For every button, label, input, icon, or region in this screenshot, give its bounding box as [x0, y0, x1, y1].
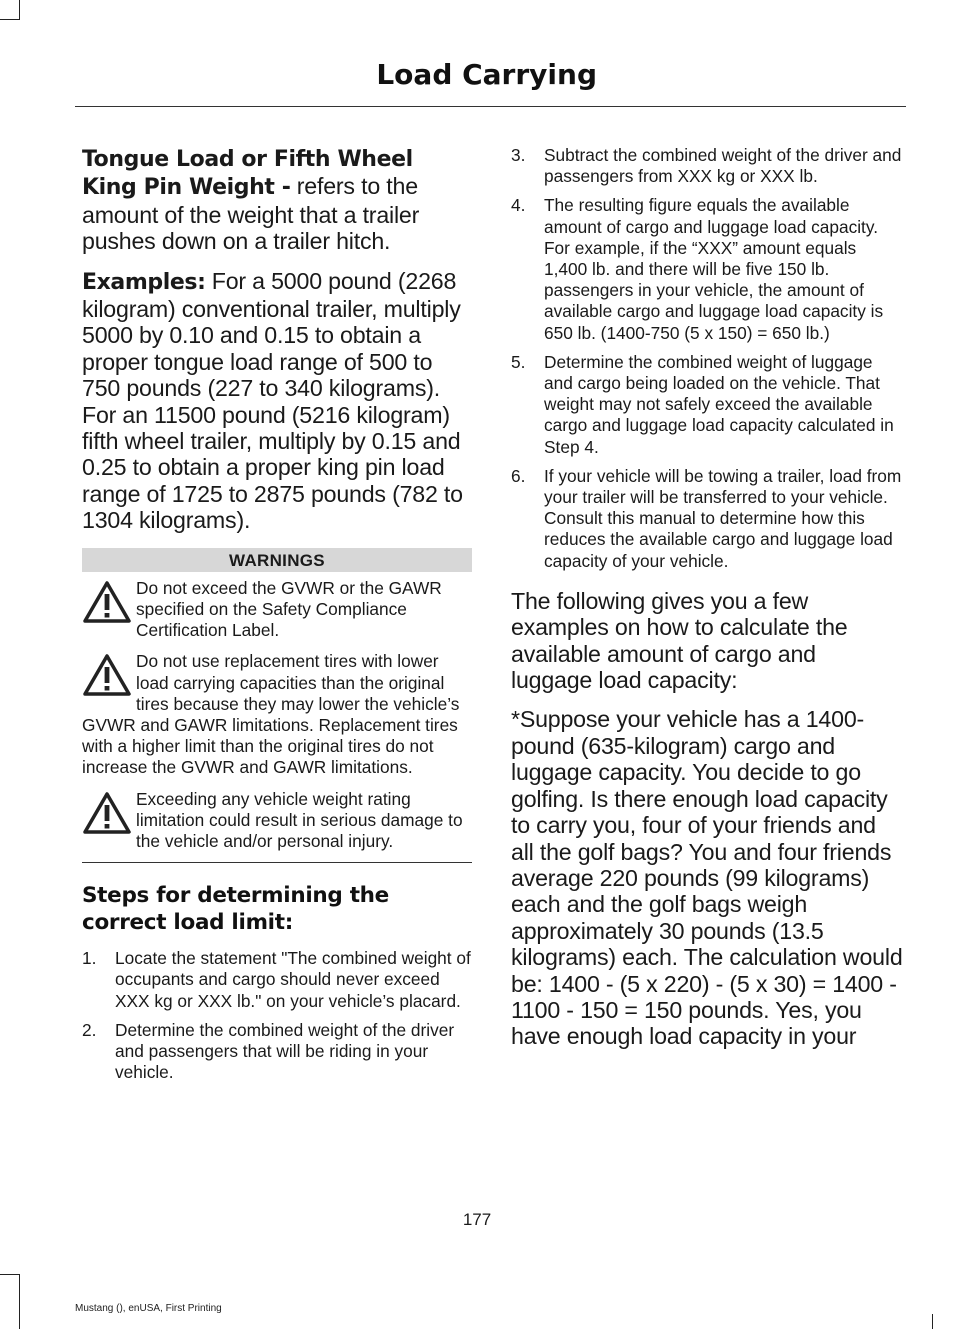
- warning-item: [82, 789, 472, 853]
- crop-mark: [19, 0, 20, 20]
- step-text: Subtract the combined weight of the driver and passengers from XXX kg or XXX lb.: [544, 145, 902, 187]
- right-column: [511, 145, 903, 1063]
- crop-mark: [0, 19, 20, 20]
- step-number: 2.: [82, 1019, 97, 1040]
- warning-triangle-icon: [82, 791, 132, 835]
- examples-paragraph: [82, 268, 472, 534]
- step-number: 4.: [511, 195, 526, 216]
- step-text: The resulting figure equals the available amount of cargo and luggage load capacity. For example, if the “XXX” amount equals 1,400 lb. and there will be five 150 lb. passengers in your vehicle, the amount of available cargo and luggage load capacity is 650 lb. (1400-750 (5 x 150) = 650 lb.): [544, 195, 884, 343]
- page-header: [75, 58, 906, 108]
- steps-list: [82, 948, 472, 1083]
- crop-mark: [932, 1314, 933, 1329]
- warning-item: [82, 578, 472, 642]
- steps-list: [511, 145, 903, 572]
- section-divider: [82, 862, 472, 863]
- warning-triangle-icon: [82, 580, 132, 624]
- left-column: [82, 145, 472, 1091]
- step-text: If your vehicle will be towing a trailer, load from your trailer will be transferred to your vehicle. Consult this manual to determine how this reduces the available cargo and luggage load capacity of your vehicle.: [544, 465, 902, 571]
- list-item: [511, 145, 903, 187]
- page-number: 177: [462, 1210, 492, 1229]
- warning-text: Do not use replacement tires with lower load carrying capacities than the original tires because they may lower the vehicle’s GVWR and GAWR limitations. Replacement tires with a higher limit than the original tires do not increase the GVWR and GAWR limitations.: [82, 651, 460, 778]
- step-number: 5.: [511, 351, 526, 372]
- examples-term: Examples:: [82, 269, 206, 295]
- list-item: [511, 352, 903, 458]
- step-number: 6.: [511, 465, 526, 486]
- step-text: Determine the combined weight of luggage and cargo being loaded on the vehicle. That weight may not safely exceed the available cargo and luggage load capacity calculated in Step 4.: [544, 351, 894, 457]
- list-item: [511, 195, 903, 343]
- step-text: Locate the statement "The combined weight of occupants and cargo should never exceed XXX kg or XXX lb." on your vehicle’s placard.: [115, 948, 471, 1011]
- crop-mark: [0, 1274, 20, 1275]
- header-divider: [75, 106, 906, 107]
- page-title: Load Carrying: [376, 58, 597, 91]
- golf-example-paragraph: *Suppose your vehicle has a 1400-pound (635-kilogram) cargo and luggage capacity. You decide to go golfing. Is there enough load capacity to carry you, four of your friends and all the golf bags? You and four friends average 220 pounds (99 kilograms) each and the golf bags weigh approximately 30 pounds (13.5 kilograms) each. The calculation would be: 1400 - (5 x 220) - (5 x 30) = 1400 - 1100 - 150 = 150 pounds. Yes, you have enough load capacity in your: [511, 706, 903, 1050]
- list-item: [82, 948, 472, 1012]
- tongue-load-term: Tongue Load or Fifth Wheel King Pin Weight -: [82, 147, 413, 201]
- warning-text: Exceeding any vehicle weight rating limitation could result in serious damage to the vehicle and/or personal injury.: [136, 788, 463, 851]
- tongue-load-definition: refers to the amount of the weight that a trailer pushes down on a trailer hitch.: [82, 173, 420, 255]
- step-text: Determine the combined weight of the driver and passengers that will be riding in your vehicle.: [115, 1019, 455, 1083]
- step-number: 1.: [82, 948, 97, 969]
- warning-triangle-icon: [82, 653, 132, 697]
- tongue-load-paragraph: [82, 145, 472, 255]
- examples-text: For a 5000 pound (2268 kilogram) conventional trailer, multiply 5000 by 0.10 and 0.15 to obtain a proper tongue load range of 500 to 750 pounds (227 to 340 kilograms). For an 11500 pound (5216 kilogram) fifth wheel trailer, multiply by 0.15 and 0.25 to obtain a proper king pin load range of 1725 to 2875 pounds (782 to 1304 kilograms).: [82, 267, 463, 534]
- steps-heading: Steps for determining the correct load limit:: [82, 883, 389, 935]
- step-number: 3.: [511, 145, 526, 165]
- examples-intro-paragraph: The following gives you a few examples on how to calculate the available amount of cargo and luggage load capacity:: [511, 587, 848, 694]
- crop-mark: [19, 1274, 20, 1329]
- warning-text: Do not exceed the GVWR or the GAWR specified on the Safety Compliance Certification Label.: [136, 577, 442, 641]
- warning-item: [82, 651, 472, 778]
- edition-footer: Mustang (), enUSA, First Printing: [75, 1303, 222, 1314]
- warnings-title: WARNINGS: [82, 548, 472, 572]
- list-item: [511, 466, 903, 572]
- list-item: [82, 1020, 472, 1084]
